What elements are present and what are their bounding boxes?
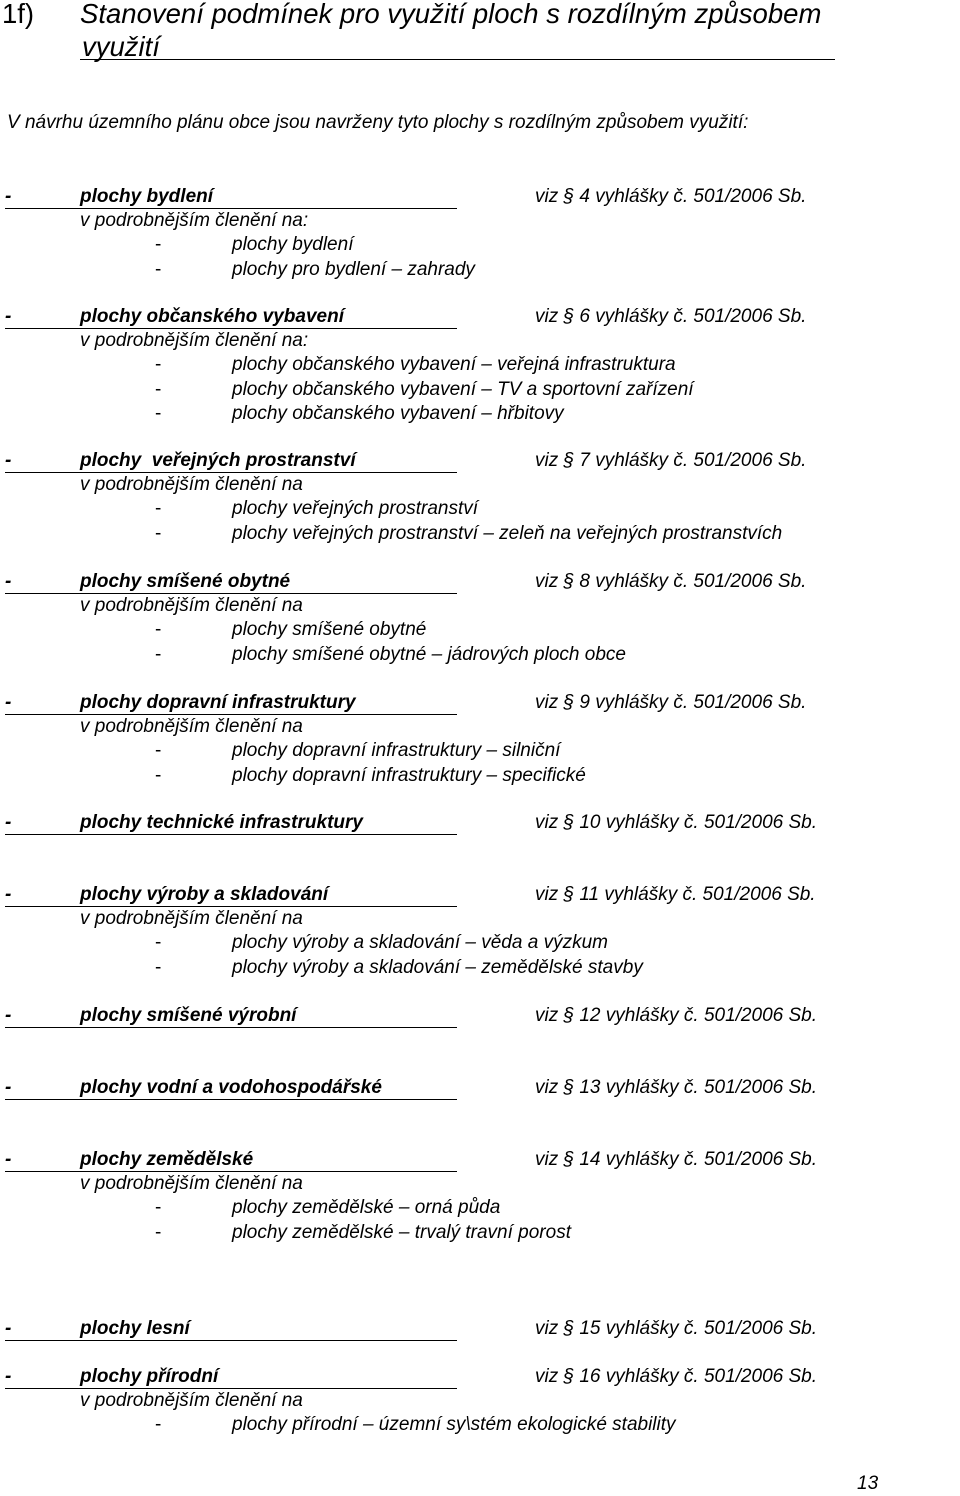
section-title-underline — [5, 1340, 457, 1341]
list-item-dash: - — [155, 378, 162, 400]
list-item-dash: - — [155, 740, 162, 762]
heading-title-line2: využití — [82, 31, 160, 62]
page-number: 13 — [857, 1473, 879, 1494]
list-item: plochy přírodní – územní sy\stém ekologické stability — [232, 1414, 676, 1436]
section-title-underline — [5, 328, 457, 329]
section-reference: viz § 4 vyhlášky č. 501/2006 Sb. — [535, 186, 807, 207]
section-dash: - — [5, 1077, 12, 1098]
section-title: plochy přírodní — [80, 1366, 219, 1387]
section-subdivision-label: v podrobnějším členění na — [80, 716, 303, 738]
section-title: plochy smíšené obytné — [80, 571, 291, 592]
list-item-dash: - — [155, 258, 162, 280]
section-dash: - — [5, 812, 12, 833]
list-item: plochy smíšené obytné — [232, 619, 427, 641]
section-title-underline — [5, 906, 457, 907]
section-dash: - — [5, 571, 12, 592]
section-reference: viz § 13 vyhlášky č. 501/2006 Sb. — [535, 1077, 817, 1098]
list-item: plochy zemědělské – trvalý travní porost — [232, 1221, 571, 1243]
section-reference: viz § 15 vyhlášky č. 501/2006 Sb. — [535, 1318, 817, 1339]
section-dash: - — [5, 1366, 12, 1387]
list-item: plochy veřejných prostranství — [232, 498, 479, 520]
section-dash: - — [5, 884, 12, 905]
section-reference: viz § 14 vyhlášky č. 501/2006 Sb. — [535, 1149, 817, 1170]
section-subdivision-label: v podrobnějším členění na: — [80, 210, 309, 232]
section-dash: - — [5, 306, 12, 327]
section-reference: viz § 11 vyhlášky č. 501/2006 Sb. — [535, 884, 816, 905]
list-item: plochy zemědělské – orná půda — [232, 1197, 501, 1219]
section-title: plochy smíšené výrobní — [80, 1005, 297, 1026]
section-title-underline — [5, 1027, 457, 1028]
list-item-dash: - — [155, 234, 162, 256]
heading-number: 1f) — [2, 0, 35, 29]
list-item-dash: - — [155, 619, 162, 641]
list-item: plochy výroby a skladování – věda a výzkum — [232, 932, 608, 954]
section-subdivision-label: v podrobnějším členění na — [80, 474, 303, 496]
section-subdivision-label: v podrobnějším členění na — [80, 595, 303, 617]
section-reference: viz § 8 vyhlášky č. 501/2006 Sb. — [535, 571, 807, 592]
heading-title-line1: Stanovení podmínek pro využití ploch s rozdílným způsobem — [80, 0, 822, 29]
section-subdivision-label: v podrobnějším členění na — [80, 1173, 303, 1195]
list-item: plochy občanského vybavení – TV a sportovní zařízení — [232, 378, 694, 400]
list-item-dash: - — [155, 402, 162, 424]
section-reference: viz § 6 vyhlášky č. 501/2006 Sb. — [535, 306, 807, 327]
list-item-dash: - — [155, 522, 162, 544]
section-title: plochy lesní — [80, 1318, 190, 1339]
section-dash: - — [5, 1005, 12, 1026]
section-dash: - — [5, 1318, 12, 1339]
list-item-dash: - — [155, 643, 162, 665]
list-item-dash: - — [155, 956, 162, 978]
section-title: plochy vodní a vodohospodářské — [80, 1077, 382, 1098]
section-reference: viz § 9 vyhlášky č. 501/2006 Sb. — [535, 692, 807, 713]
list-item: plochy pro bydlení – zahrady — [232, 258, 475, 280]
section-reference: viz § 10 vyhlášky č. 501/2006 Sb. — [535, 812, 817, 833]
list-item: plochy výroby a skladování – zemědělské stavby — [232, 956, 643, 978]
list-item: plochy dopravní infrastruktury – specifické — [232, 764, 586, 786]
section-title-underline — [5, 714, 457, 715]
list-item-dash: - — [155, 764, 162, 786]
section-title-underline — [5, 593, 457, 594]
list-item: plochy veřejných prostranství – zeleň na veřejných prostranstvích — [232, 522, 783, 544]
list-item: plochy občanského vybavení – veřejná infrastruktura — [232, 354, 676, 376]
section-dash: - — [5, 1149, 12, 1170]
section-title: plochy občanského vybavení — [80, 306, 344, 327]
list-item-dash: - — [155, 498, 162, 520]
list-item: plochy smíšené obytné – jádrových ploch obce — [232, 643, 626, 665]
section-dash: - — [5, 186, 12, 207]
section-title: plochy zemědělské — [80, 1149, 254, 1170]
section-subdivision-label: v podrobnějším členění na — [80, 908, 303, 930]
intro-text: V návrhu územního plánu obce jsou navrženy tyto plochy s rozdílným způsobem využití: — [7, 112, 749, 133]
list-item: plochy bydlení — [232, 234, 354, 256]
section-title-underline — [5, 208, 457, 209]
section-title-underline — [5, 1388, 457, 1389]
section-title: plochy bydlení — [80, 186, 214, 207]
list-item: plochy dopravní infrastruktury – silniční — [232, 740, 561, 762]
section-reference: viz § 16 vyhlášky č. 501/2006 Sb. — [535, 1366, 817, 1387]
section-dash: - — [5, 692, 12, 713]
section-reference: viz § 12 vyhlášky č. 501/2006 Sb. — [535, 1005, 817, 1026]
list-item-dash: - — [155, 932, 162, 954]
list-item-dash: - — [155, 354, 162, 376]
section-dash: - — [5, 450, 12, 471]
section-title-underline — [5, 834, 457, 835]
section-title: plochy veřejných prostranství — [80, 450, 356, 471]
section-subdivision-label: v podrobnějším členění na: — [80, 330, 309, 352]
section-title: plochy výroby a skladování — [80, 884, 329, 905]
section-title-underline — [5, 472, 457, 473]
list-item: plochy občanského vybavení – hřbitovy — [232, 402, 564, 424]
list-item-dash: - — [155, 1414, 162, 1436]
list-item-dash: - — [155, 1197, 162, 1219]
section-title: plochy dopravní infrastruktury — [80, 692, 356, 713]
section-title-underline — [5, 1099, 457, 1100]
section-reference: viz § 7 vyhlášky č. 501/2006 Sb. — [535, 450, 807, 471]
section-title: plochy technické infrastruktury — [80, 812, 363, 833]
page-heading — [2, 0, 821, 63]
section-subdivision-label: v podrobnějším členění na — [80, 1390, 303, 1412]
section-title-underline — [5, 1171, 457, 1172]
list-item-dash: - — [155, 1221, 162, 1243]
heading-underline — [80, 59, 835, 60]
